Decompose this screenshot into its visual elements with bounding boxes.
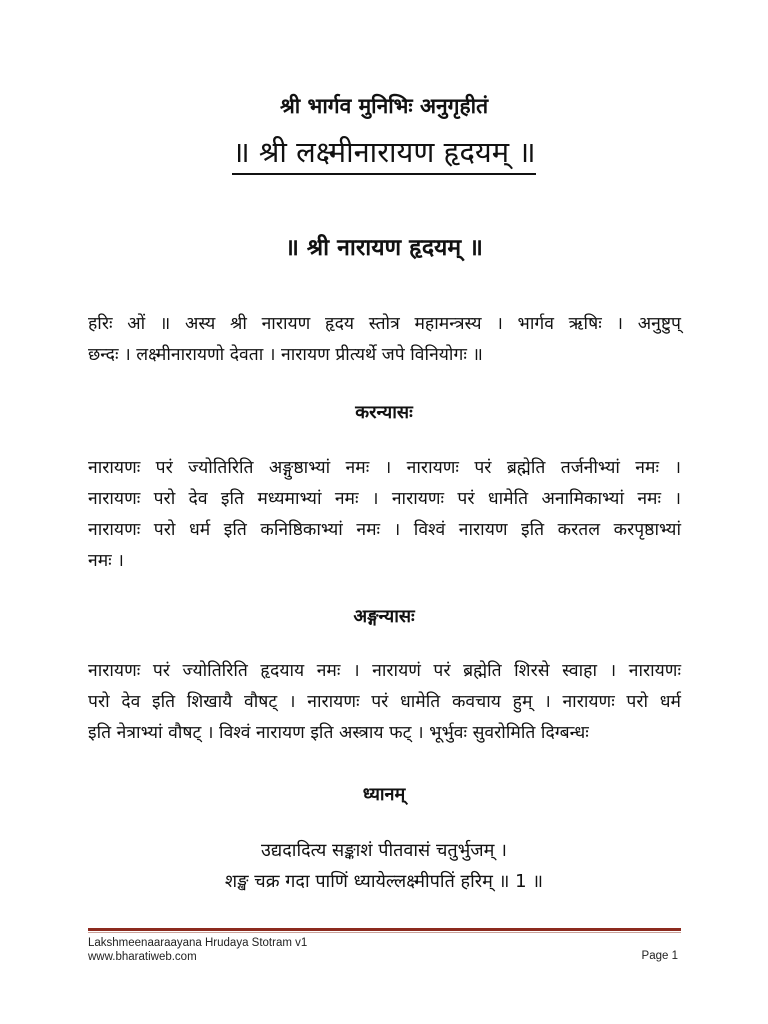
page-title bbox=[0, 132, 768, 171]
pre-title: श्री भार्गव मुनिभिः अनुगृहीतं bbox=[279, 94, 489, 118]
page-number: Page 1 bbox=[641, 950, 678, 962]
dhyanam-heading: ध्यानम् bbox=[362, 784, 406, 805]
karanyasa-paragraph bbox=[88, 453, 681, 577]
karanyasa-line: नारायणः परो देव इति मध्यमाभ्यां नमः । नारायणः परं धामेति अनामिकाभ्यां नमः । bbox=[88, 489, 681, 509]
karanyasa-line: नारायणः परो धर्म इति कनिष्ठिकाभ्यां नमः । विश्वं नारायण इति करतल करपृष्ठाभ्यां bbox=[88, 520, 681, 540]
anganyasa-line: परो देव इति शिखायै वौषट् । नारायणः परं धामेति कवचाय हुम् । नारायणः परो धर्म bbox=[88, 692, 681, 712]
footer-info bbox=[88, 936, 307, 964]
sub-title: ॥ श्री नारायण हृदयम् ॥ bbox=[285, 235, 483, 261]
anganyasa-paragraph bbox=[88, 656, 681, 749]
footer-website-link[interactable]: www.bharatiweb.com bbox=[88, 951, 197, 963]
anganyasa-line: इति नेत्राभ्यां वौषट् । विश्वं नारायण इति अस्त्राय फट् । भूर्भुवः सुवरोमिति दिग्बन्धः bbox=[88, 723, 589, 743]
anganyasa-heading: अङ्गन्यासः bbox=[353, 606, 415, 627]
footer-doc-title: Lakshmeenaaraayana Hrudaya Stotram v1 bbox=[88, 937, 308, 949]
footer-divider bbox=[88, 928, 681, 931]
karanyasa-heading: करन्यासः bbox=[355, 402, 413, 423]
verse-line: शङ्ख चक्र गदा पाणिं ध्यायेल्लक्ष्मीपतिं हरिम् ॥ 1 ॥ bbox=[224, 871, 544, 892]
intro-line: हरिः ओं ॥ अस्य श्री नारायण हृदय स्तोत्र महामन्त्रस्य । भार्गव ऋषिः । अनुष्टुप् bbox=[88, 314, 681, 334]
page-title-text: ॥ श्री लक्ष्मीनारायण हृदयम् ॥ bbox=[232, 135, 535, 175]
karanyasa-line: नमः । bbox=[88, 551, 124, 571]
intro-paragraph bbox=[88, 309, 681, 371]
verse-line: उद्यदादित्य सङ्काशं पीतवासं चतुर्भुजम् । bbox=[261, 840, 507, 861]
footer-divider-thin bbox=[88, 932, 681, 933]
intro-line: छन्दः । लक्ष्मीनारायणो देवता । नारायण प्रीत्यर्थे जपे विनियोगः ॥ bbox=[88, 345, 483, 365]
karanyasa-line: नारायणः परं ज्योतिरिति अङ्गुष्ठाभ्यां नमः । नारायणः परं ब्रह्मेति तर्जनीभ्यां नमः । bbox=[88, 458, 681, 478]
anganyasa-line: नारायणः परं ज्योतिरिति हृदयाय नमः । नारायणं परं ब्रह्मेति शिरसे स्वाहा । नारायणः bbox=[88, 661, 681, 681]
